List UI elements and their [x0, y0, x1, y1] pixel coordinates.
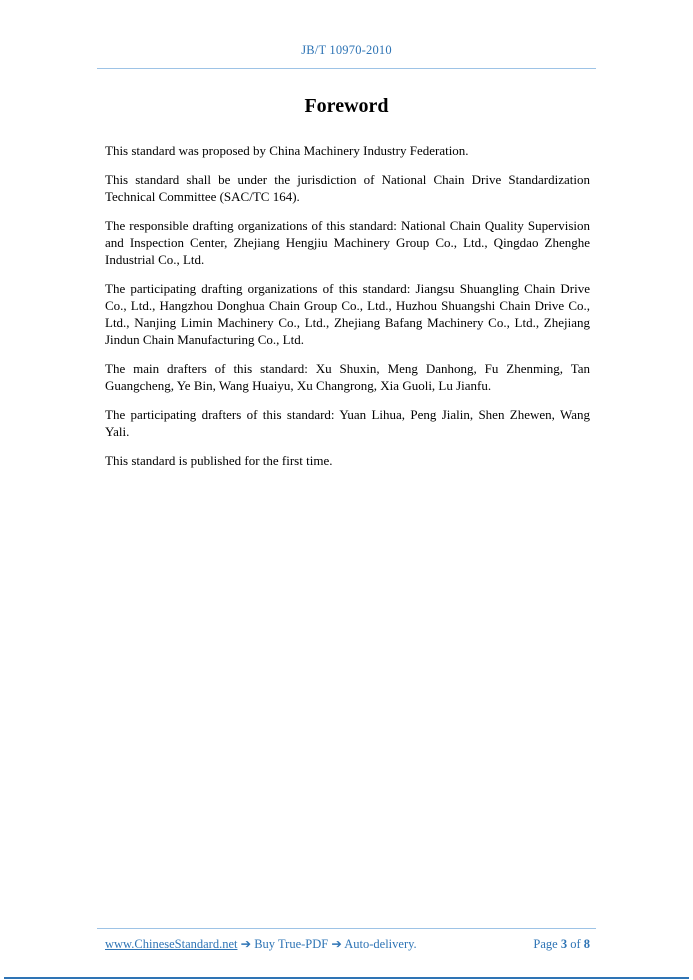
page-total: 8: [583, 937, 590, 951]
paragraph-responsible-organizations: The responsible drafting organizations of this standard: National Chain Quality Supervision and Inspection Center, Zhejiang Hengjiu Machinery Group Co., Ltd., Qingdao Zhenghe Industrial Co., Ltd.: [105, 218, 590, 267]
header-divider: [97, 68, 596, 69]
paragraph-main-drafters: The main drafters of this standard: Xu Shuxin, Meng Danhong, Fu Zhenming, Tan Guangcheng, Ye Bin, Wang Huaiyu, Xu Changrong, Xia Guoli, Lu Jianfu.: [105, 361, 590, 393]
page-title: Foreword: [304, 95, 389, 117]
document-body: [105, 142, 590, 469]
footer-tagline: ➔ Buy True-PDF ➔ Auto-delivery.: [237, 937, 417, 951]
page-label: Page: [533, 937, 558, 951]
footer-divider: [97, 928, 596, 929]
page-header: [0, 0, 693, 69]
paragraph-jurisdiction: This standard shall be under the jurisdiction of National Chain Drive Standardization Technical Committee (SAC/TC 164).: [105, 172, 590, 204]
paragraph-participating-drafters: The participating drafters of this standard: Yuan Lihua, Peng Jialin, Shen Zhewen, Wang Yali.: [105, 407, 590, 439]
website-link[interactable]: www.ChineseStandard.net: [105, 937, 238, 951]
standard-number: JB/T 10970-2010: [301, 43, 392, 57]
page-indicator: [533, 937, 590, 952]
paragraph-proposed: This standard was proposed by China Machinery Industry Federation.: [105, 143, 469, 158]
paragraph-participating-organizations: The participating drafting organizations of this standard: Jiangsu Shuangling Chain Drive Co., Ltd., Hangzhou Donghua Chain Group Co., Ltd., Huzhou Shuangshi Chain Drive Co., Ltd., Nanjing Limin Machinery Co., Ltd., Zhejiang Bafang Machinery Co., Ltd., Zhejiang Jindun Chain Manufacturing Co., Ltd.: [105, 281, 590, 347]
of-label: of: [570, 937, 581, 951]
page-current: 3: [560, 937, 568, 951]
bottom-border: [4, 977, 689, 979]
page-footer: [0, 928, 693, 952]
footer-info: [105, 936, 417, 952]
paragraph-first-publication: This standard is published for the first time.: [105, 453, 333, 468]
